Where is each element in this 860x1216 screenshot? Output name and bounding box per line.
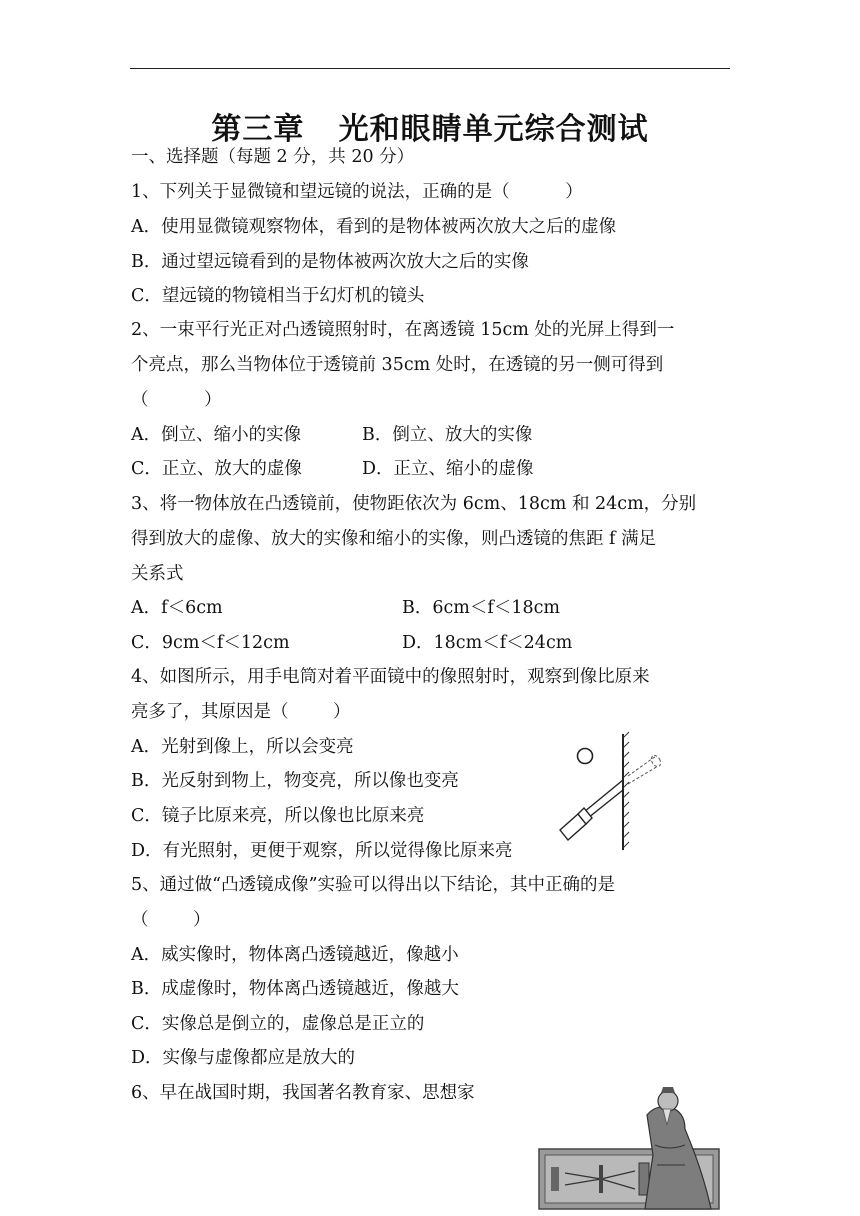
scholar-pinhole-figure bbox=[535, 1085, 725, 1213]
q4-option-c: C．镜子比原来亮，所以像也比原来亮 bbox=[131, 806, 425, 826]
q4-option-d: D．有光照射，更便于观察，所以觉得像比原来亮 bbox=[131, 841, 513, 861]
flashlight-mirror-figure bbox=[548, 730, 668, 858]
q2-stem-line2: 个亮点，那么当物体位于透镜前 35cm 处时，在透镜的另一侧可得到 bbox=[131, 355, 664, 375]
q2-option-a: A．倒立、缩小的实像 bbox=[131, 425, 302, 445]
q3-stem-line2: 得到放大的虚像、放大的实像和缩小的实像，则凸透镜的焦距 f 满足 bbox=[131, 529, 657, 549]
q5-stem-line1: 5、通过做“凸透镜成像”实验可以得出以下结论，其中正确的是 bbox=[131, 875, 616, 895]
q2-stem-line1: 2、一束平行光正对凸透镜照射时，在离透镜 15cm 处的光屏上得到一 bbox=[131, 320, 675, 340]
q2-option-c: C．正立、放大的虚像 bbox=[131, 459, 302, 479]
header-rule bbox=[130, 68, 730, 69]
q4-stem-line1: 4、如图所示，用手电筒对着平面镜中的像照射时，观察到像比原来 bbox=[131, 667, 650, 687]
q1-option-a: A．使用显微镜观察物体，看到的是物体被两次放大之后的虚像 bbox=[131, 217, 617, 237]
q2-option-d: D．正立、缩小的虚像 bbox=[362, 459, 534, 479]
q3-option-c: C．9cm＜f＜12cm bbox=[131, 633, 290, 653]
q5-option-b: B．成虚像时，物体离凸透镜越近，像越大 bbox=[131, 979, 459, 999]
q2-option-b: B．倒立、放大的实像 bbox=[362, 425, 533, 445]
q3-option-d: D．18cm＜f＜24cm bbox=[402, 633, 573, 653]
q6-stem-line1: 6、早在战国时期，我国著名教育家、思想家 bbox=[131, 1083, 475, 1103]
q1-option-c: C．望远镜的物镜相当于幻灯机的镜头 bbox=[131, 286, 425, 306]
q3-option-a: A．f＜6cm bbox=[131, 598, 223, 618]
q2-stem-line3: （ ） bbox=[131, 390, 222, 410]
q5-option-c: C．实像总是倒立的，虚像总是正立的 bbox=[131, 1014, 425, 1034]
q1-option-b: B．通过望远镜看到的是物体被两次放大之后的实像 bbox=[131, 252, 529, 272]
q4-stem-line2: 亮多了，其原因是（ ） bbox=[131, 702, 351, 722]
q3-option-b: B．6cm＜f＜18cm bbox=[402, 598, 561, 618]
q5-option-d: D．实像与虚像都应是放大的 bbox=[131, 1048, 356, 1068]
q4-option-b: B．光反射到物上，物变亮，所以像也变亮 bbox=[131, 771, 459, 791]
section-heading: 一、选择题（每题 2 分，共 20 分） bbox=[131, 147, 415, 167]
q3-stem-line1: 3、将一物体放在凸透镜前，使物距依次为 6cm、18cm 和 24cm，分别 bbox=[131, 494, 697, 514]
q5-option-a: A．威实像时，物体离凸透镜越近，像越小 bbox=[131, 945, 459, 965]
page-title: 第三章 光和眼睛单元综合测试 bbox=[211, 112, 649, 147]
q3-stem-line3: 关系式 bbox=[131, 564, 184, 584]
q5-stem-line2: （ ） bbox=[131, 910, 211, 930]
q4-option-a: A．光射到像上，所以会变亮 bbox=[131, 737, 354, 757]
q1-stem: 1、下列关于显微镜和望远镜的说法，正确的是（ ） bbox=[131, 182, 583, 202]
